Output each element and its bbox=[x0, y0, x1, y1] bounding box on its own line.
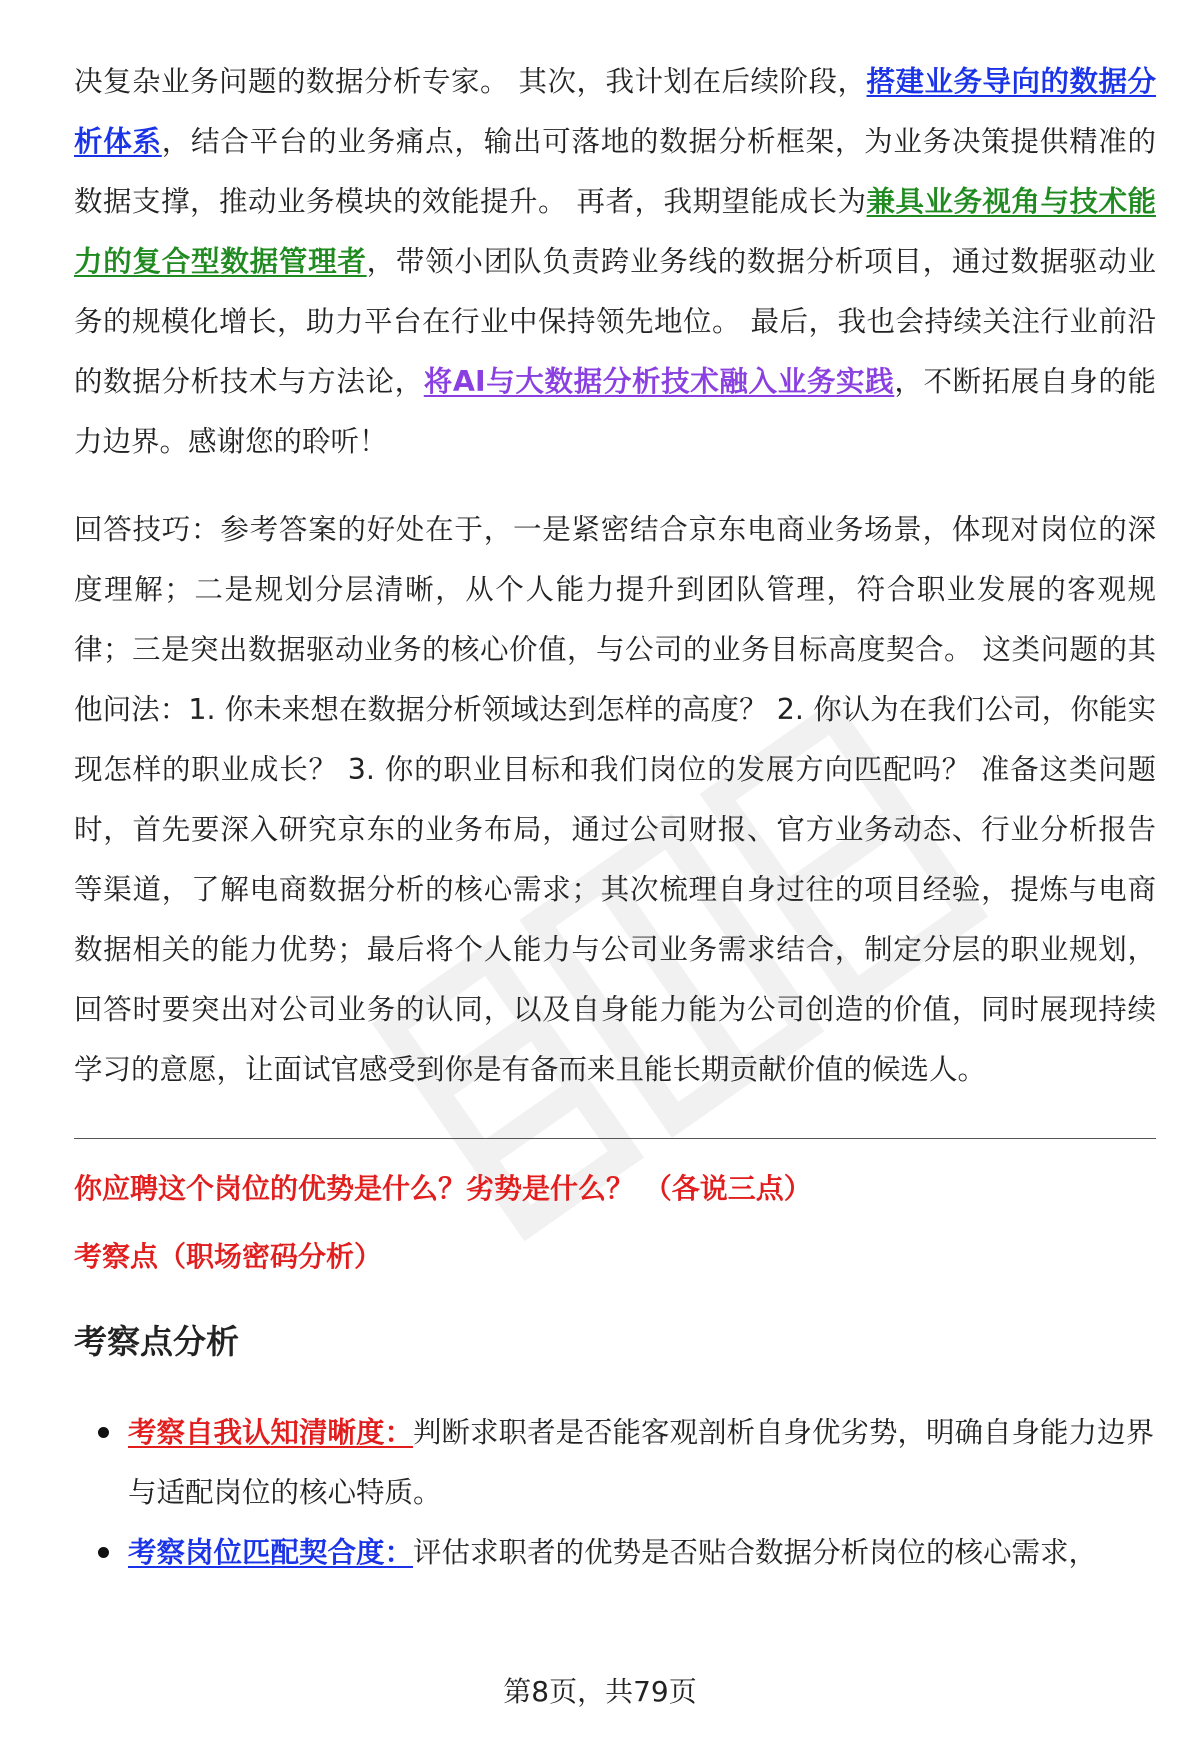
highlight-link-analysis-system[interactable]: 搭建业务导向的数据分析体系 bbox=[74, 65, 1156, 158]
analysis-points-list bbox=[74, 1403, 1156, 1583]
page-content bbox=[74, 52, 1156, 1583]
point-label-job-fit[interactable]: 考察岗位匹配契合度： bbox=[128, 1536, 414, 1569]
highlight-link-ai-bigdata[interactable]: 将AI与大数据分析技术融入业务实践 bbox=[423, 365, 895, 398]
text-segment: ，不断拓展自身的能力边界。感谢您的聆听！ bbox=[74, 365, 1156, 458]
question-subtitle: 考察点（职场密码分析） bbox=[74, 1240, 383, 1273]
point-text: 判断求职者是否能客观剖析自身优劣势，明确自身能力边界与适配岗位的核心特质。 bbox=[128, 1416, 1155, 1509]
text-segment: ，带领小团队负责跨业务线的数据分析项目，通过数据驱动业务的规模化增长，助力平台在行业中保持领先地位。 最后，我也会持续关注行业前沿的数据分析技术与方法论， bbox=[74, 245, 1156, 398]
page-number: 第8页，共79页 bbox=[503, 1675, 697, 1708]
text-segment: ，结合平台的业务痛点，输出可落地的数据分析框架，为业务决策提供精准的数据支撑，推动业务模块的效能提升。 再者，我期望能成长为 bbox=[74, 125, 1156, 218]
highlight-link-composite-manager[interactable]: 兼具业务视角与技术能力的复合型数据管理者 bbox=[74, 185, 1156, 278]
point-text: 评估求职者的优势是否贴合数据分析岗位的核心需求， bbox=[413, 1536, 1098, 1569]
bullet-icon bbox=[98, 1427, 109, 1438]
paragraph-answer-tips: 回答技巧：参考答案的好处在于，一是紧密结合京东电商业务场景，体现对岗位的深度理解；二是规划分层清晰，从个人能力提升到团队管理，符合职业发展的客观规律；三是突出数据驱动业务的核心价值，与公司的业务目标高度契合。 这类问题的其他问法：1. 你未来想在数据分析领域达到怎样的高度？ 2. 你认为在我们公司，你能实现怎样的职业成长？ 3. 你的职业目标和我们岗位的发展方向匹配吗？ 准备这类问题时，首先要深入研究京东的业务布局，通过公司财报、官方业务动态、行业分析报告等渠道，了解电商数据分析的核心需求；其次梳理自身过往的项目经验，提炼与电商数据相关的能力优势；最后将个人能力与公司业务需求结合，制定分层的职业规划，回答时要突出对公司业务的认同，以及自身能力能为公司创造的价值，同时展现持续学习的意愿，让面试官感受到你是有备而来且能长期贡献价值的候选人。 bbox=[74, 513, 1156, 1086]
point-label-self-awareness[interactable]: 考察自我认知清晰度： bbox=[128, 1416, 414, 1449]
list-item bbox=[74, 1523, 1156, 1583]
section-heading: 考察点分析 bbox=[74, 1322, 239, 1361]
list-item bbox=[74, 1403, 1156, 1523]
bullet-icon bbox=[98, 1547, 109, 1558]
paragraph-career-plan bbox=[74, 52, 1156, 472]
section-divider bbox=[74, 1138, 1156, 1139]
text-segment: 决复杂业务问题的数据分析专家。 其次，我计划在后续阶段， bbox=[74, 65, 867, 98]
question-title: 你应聘这个岗位的优势是什么？劣势是什么？ （各说三点） bbox=[74, 1172, 812, 1205]
